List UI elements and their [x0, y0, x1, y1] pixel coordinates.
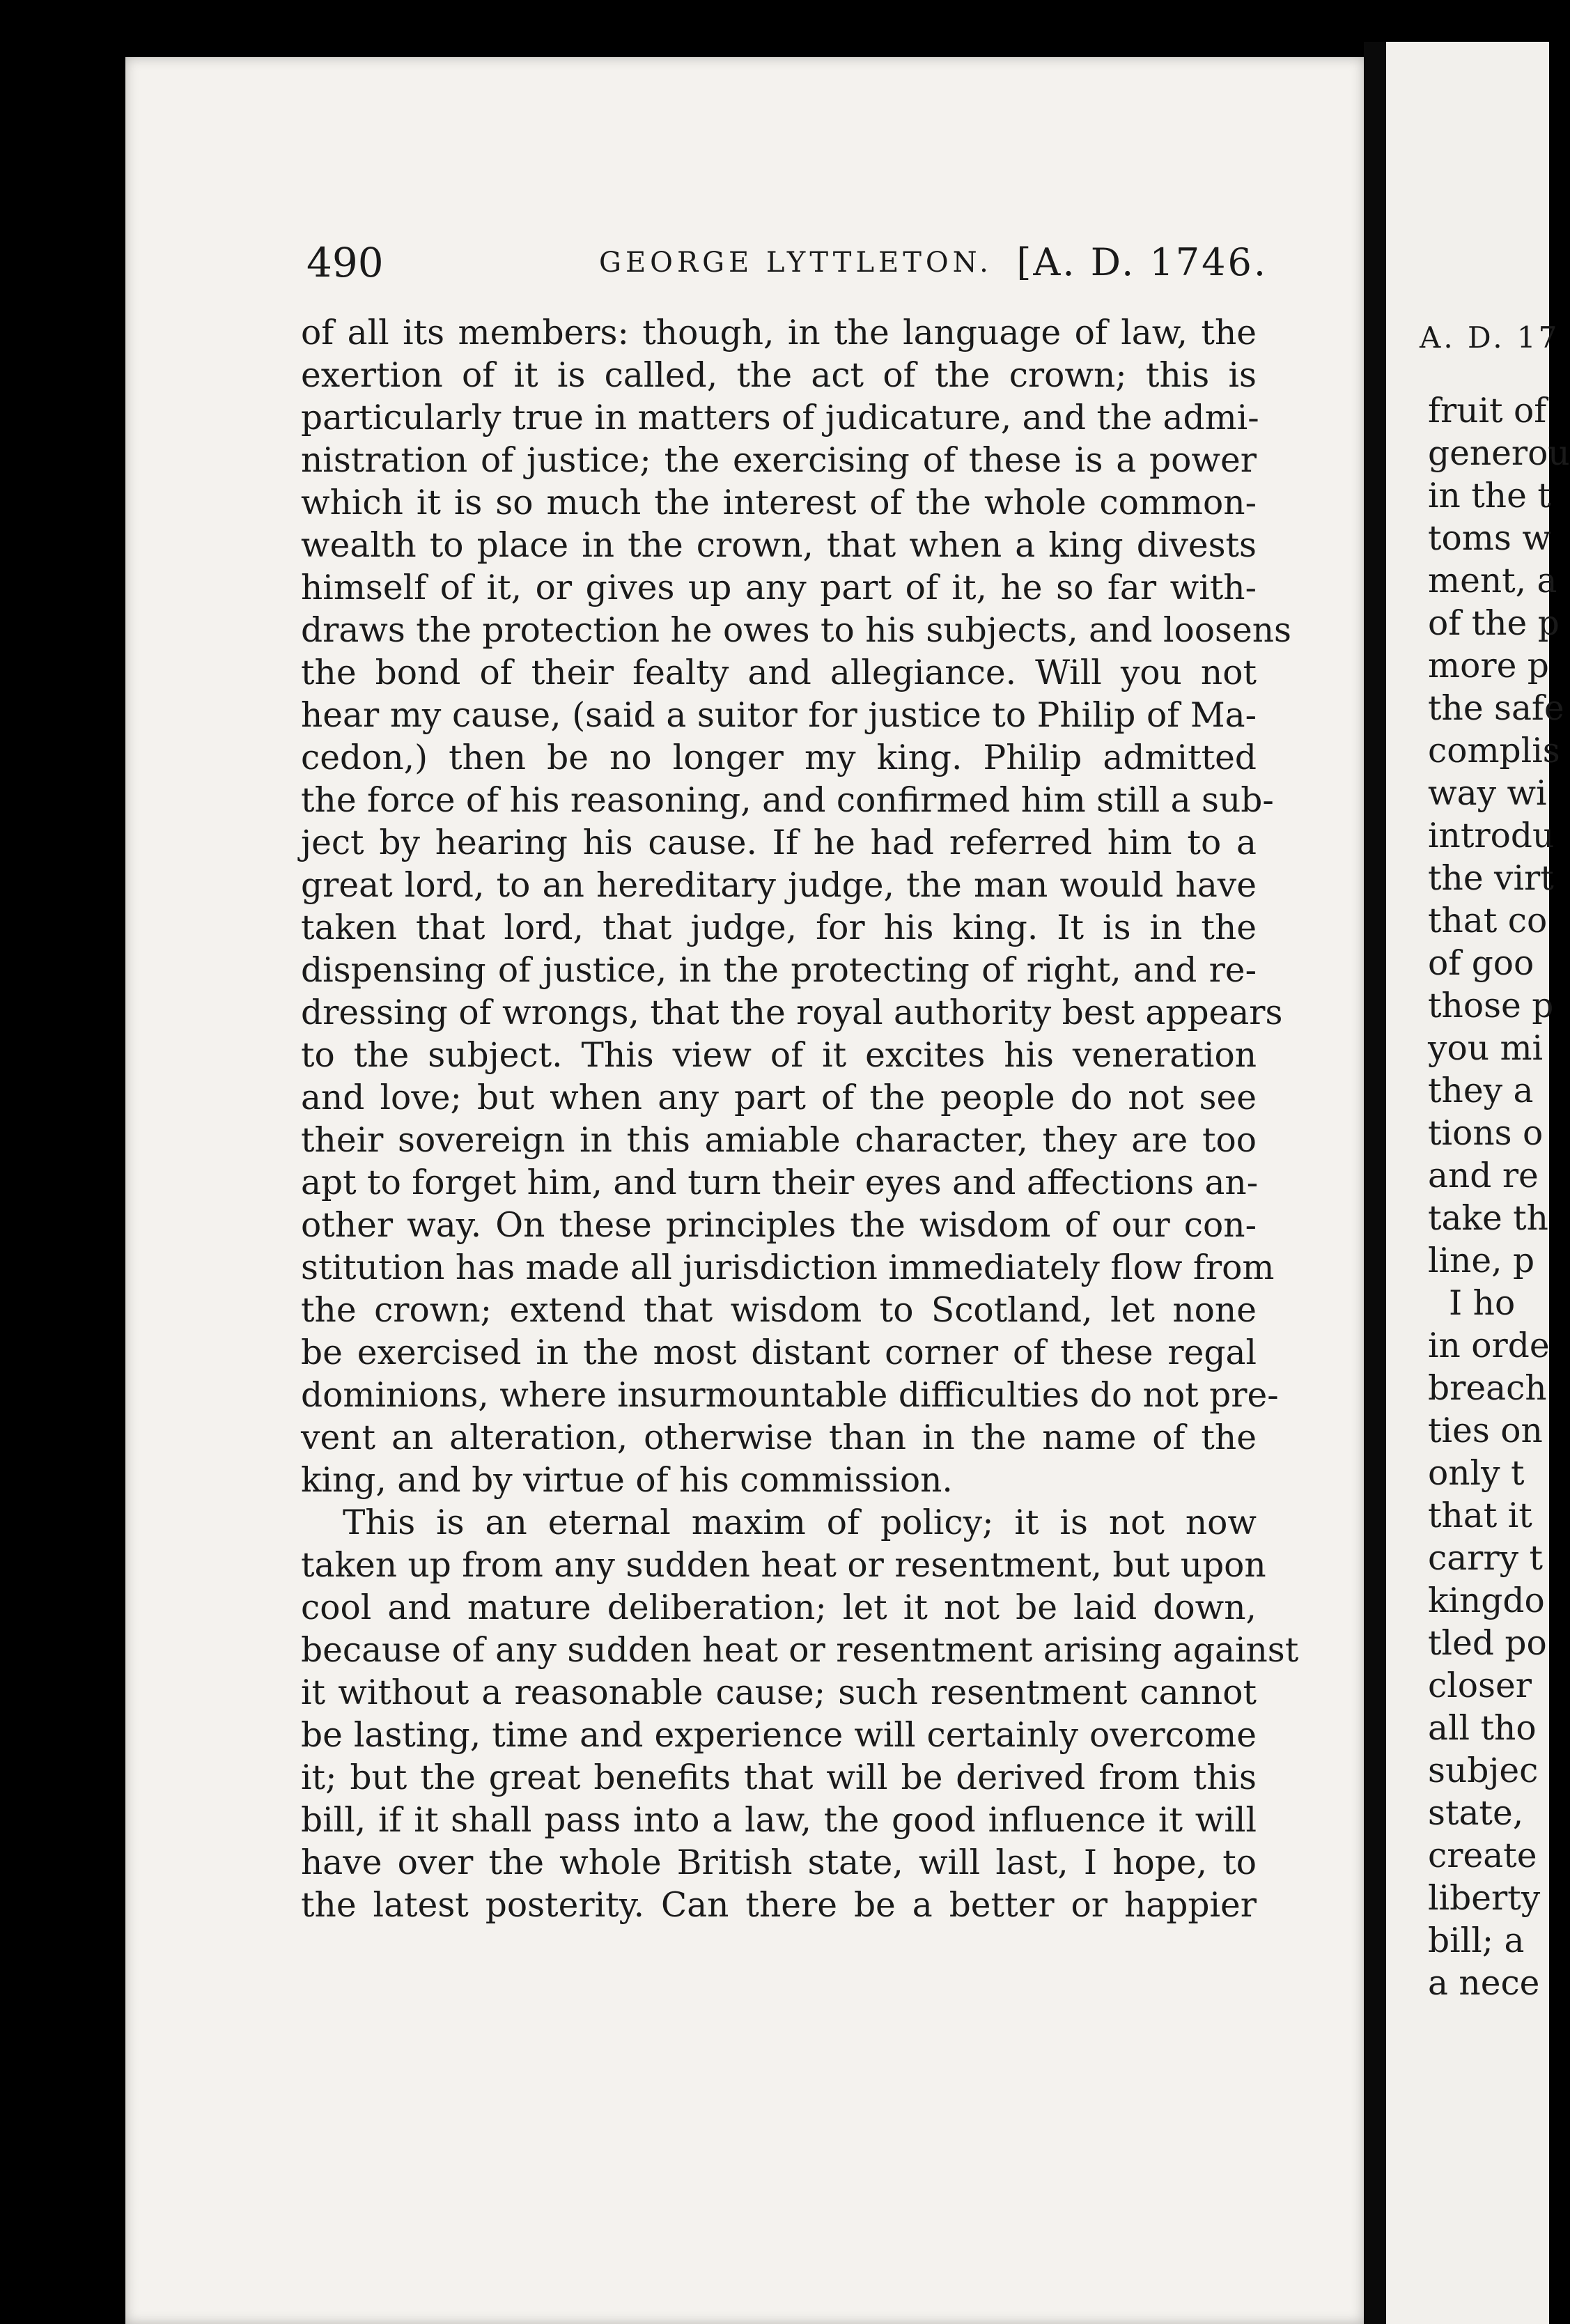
text-line: dominions, where insurmountable difficulties do not pre-	[301, 1376, 1279, 1415]
text-line: wealth to place in the crown, that when a king divests	[301, 526, 1257, 565]
text-line: and love; but when any part of the people do not see	[301, 1078, 1257, 1117]
text-line: cool and mature deliberation; let it not be laid down,	[301, 1588, 1257, 1627]
book-gutter	[1364, 42, 1386, 2324]
text-line: fruit of	[1428, 392, 1547, 431]
text-line: introdu	[1428, 816, 1555, 855]
text-line: in orde	[1428, 1326, 1550, 1365]
text-line: line, p	[1428, 1241, 1535, 1280]
text-line: apt to forget him, and turn their eyes and affections an-	[301, 1163, 1259, 1202]
text-line: be lasting, time and experience will certainly overcome	[301, 1716, 1257, 1755]
text-line: the crown; extend that wisdom to Scotland, let none	[301, 1291, 1257, 1330]
text-line: breach	[1428, 1369, 1547, 1408]
text-line: stitution has made all jurisdiction immediately flow from	[301, 1248, 1275, 1287]
right-running-head: A. D. 17	[1420, 320, 1560, 355]
text-line: it; but the great benefits that will be derived from this	[301, 1758, 1257, 1797]
text-line: which it is so much the interest of the whole common-	[301, 483, 1257, 522]
text-line: tled po	[1428, 1624, 1547, 1663]
running-head	[306, 238, 1268, 287]
text-line: liberty	[1428, 1879, 1541, 1918]
right-page	[1386, 42, 1570, 2324]
text-line: himself of it, or gives up any part of it, he so far with-	[301, 568, 1257, 607]
text-line: the virt	[1428, 859, 1554, 898]
text-line: of the p	[1428, 604, 1560, 643]
text-line: take th	[1428, 1199, 1548, 1238]
text-line: a nece	[1428, 1964, 1540, 2003]
text-line: I ho	[1449, 1284, 1516, 1323]
text-line: that it	[1428, 1496, 1532, 1535]
text-line: way wi	[1428, 774, 1547, 813]
text-line: in the t	[1428, 477, 1551, 516]
text-line: other way. On these principles the wisdom of our con-	[301, 1206, 1257, 1245]
text-line: nistration of justice; the exercising of these is a power	[301, 441, 1257, 480]
text-line: generou	[1428, 434, 1570, 473]
text-line: have over the whole British state, will last, I hope, to	[301, 1843, 1257, 1882]
text-line: create	[1428, 1836, 1537, 1875]
text-line: the bond of their fealty and allegiance. Will you not	[301, 653, 1257, 692]
text-line: exertion of it is called, the act of the crown; this is	[301, 356, 1257, 395]
text-line: of goo	[1428, 944, 1534, 983]
text-line: those p	[1428, 986, 1554, 1025]
text-line: because of any sudden heat or resentment arising against	[301, 1631, 1299, 1670]
text-line: dressing of wrongs, that the royal authority best appears	[301, 993, 1283, 1032]
text-line: toms w	[1428, 519, 1551, 558]
text-line: carry t	[1428, 1539, 1544, 1578]
text-line: their sovereign in this amiable character, they are too	[301, 1121, 1257, 1160]
text-line: to the subject. This view of it excites his veneration	[301, 1036, 1257, 1075]
text-line: bill; a	[1428, 1921, 1525, 1960]
text-line: dispensing of justice, in the protecting of right, and re-	[301, 951, 1257, 990]
text-line: ties on	[1428, 1411, 1543, 1450]
text-line: all tho	[1428, 1709, 1537, 1748]
text-line: that co	[1428, 901, 1548, 940]
text-line: bill, if it shall pass into a law, the good influence it will	[301, 1801, 1257, 1840]
text-line: particularly true in matters of judicature, and the admi-	[301, 398, 1259, 437]
text-line: This is an eternal maxim of policy; it is not now	[343, 1503, 1257, 1542]
text-line: the safe	[1428, 689, 1564, 728]
text-line: and re	[1428, 1156, 1539, 1195]
text-line: closer	[1428, 1666, 1532, 1705]
text-line: be exercised in the most distant corner of these regal	[301, 1333, 1257, 1372]
text-line: the latest posterity. Can there be a better or happier	[301, 1886, 1257, 1925]
body-text	[301, 312, 1299, 1927]
text-line: taken that lord, that judge, for his king. It is in the	[301, 908, 1257, 947]
text-line: ment, a	[1428, 561, 1557, 601]
page-number: 490	[306, 239, 384, 286]
text-line: cedon,) then be no longer my king. Philip admitted	[301, 738, 1257, 777]
text-line: state,	[1428, 1794, 1524, 1833]
text-line: taken up from any sudden heat or resentment, but upon	[301, 1546, 1266, 1585]
text-line: kingdo	[1428, 1581, 1545, 1620]
running-title: GEORGE LYTTLETON.	[599, 247, 993, 279]
text-line: more p	[1428, 646, 1549, 685]
text-line: great lord, to an hereditary judge, the man would have	[301, 866, 1257, 905]
text-line: only t	[1428, 1454, 1525, 1493]
right-page-text	[1428, 390, 1570, 2005]
text-line: of all its members: though, in the language of law, the	[301, 313, 1257, 353]
text-line: king, and by virtue of his commission.	[301, 1461, 953, 1500]
running-date: [A. D. 1746.	[1016, 240, 1268, 284]
text-line: vent an alteration, otherwise than in the name of the	[301, 1418, 1257, 1457]
text-line: tions o	[1428, 1114, 1544, 1153]
text-line: the force of his reasoning, and confirmed him still a sub-	[301, 781, 1274, 820]
text-line: hear my cause, (said a suitor for justice to Philip of Ma-	[301, 696, 1257, 735]
text-line: draws the protection he owes to his subjects, and loosens	[301, 611, 1291, 650]
text-line: it without a reasonable cause; such resentment cannot	[301, 1673, 1257, 1712]
text-line: complis	[1428, 731, 1560, 770]
text-line: they a	[1428, 1071, 1534, 1110]
text-line: ject by hearing his cause. If he had referred him to a	[301, 823, 1257, 862]
text-line: you mi	[1428, 1029, 1544, 1068]
text-line: subjec	[1428, 1751, 1539, 1790]
